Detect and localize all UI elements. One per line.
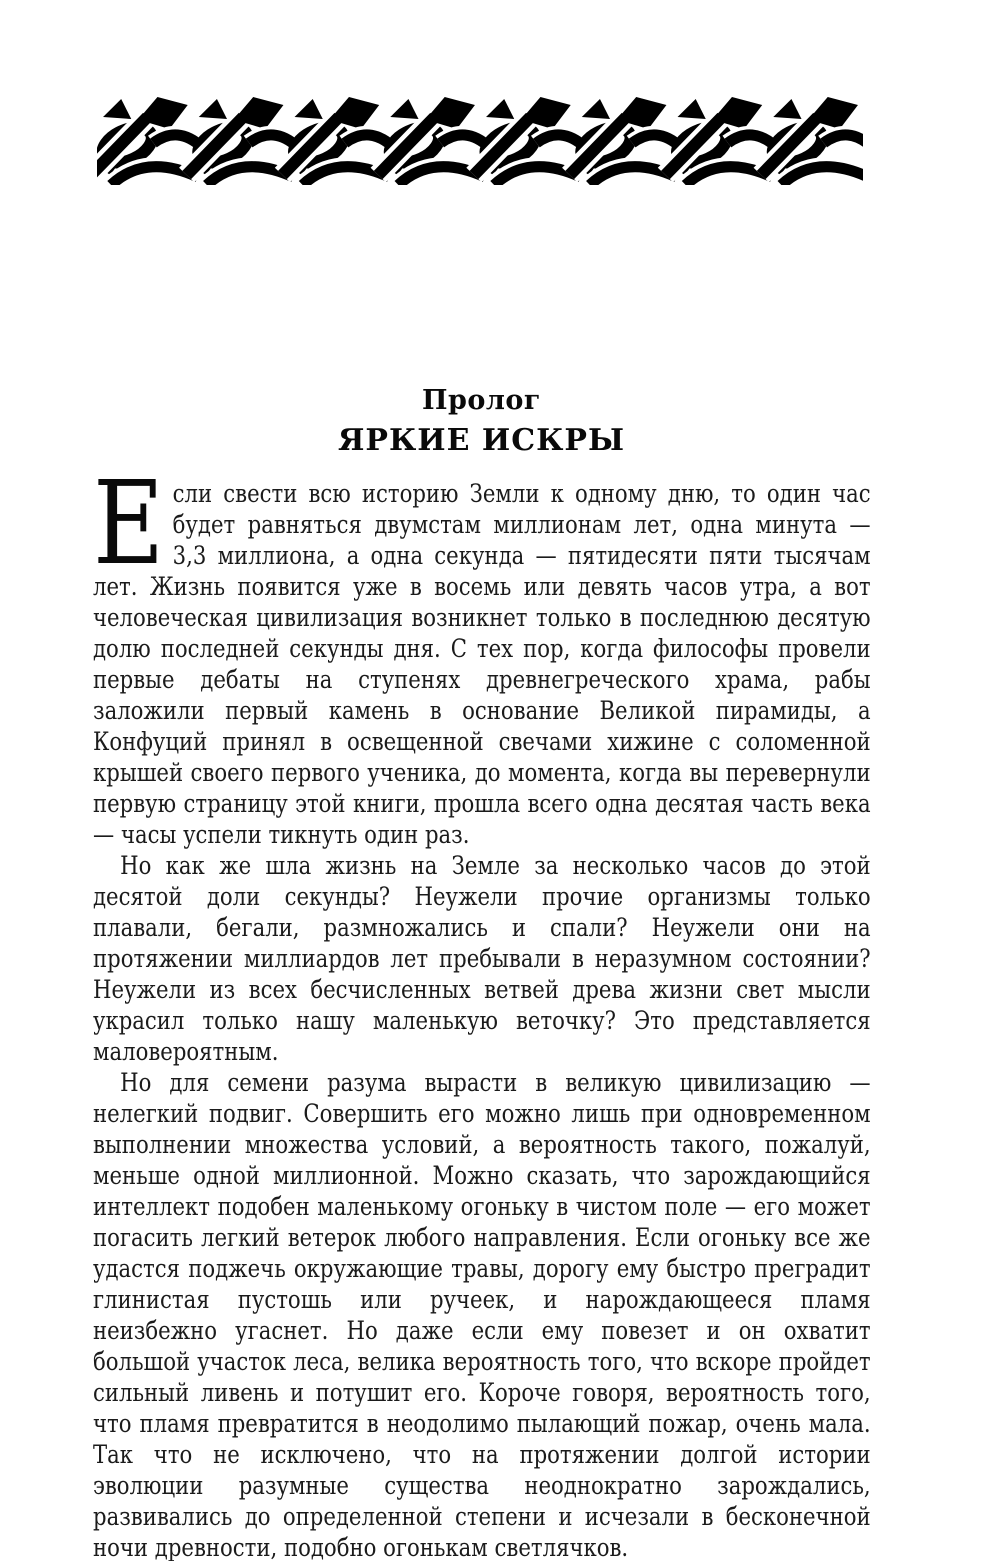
- paragraph-1: [93, 457, 871, 850]
- paragraph-2: Но как же шла жизнь на Земле за несколько часов до этой десятой доли секунды? Неужели прочие организмы только плавали, бегали, размножались и спали? Неужели они на протяжении миллиардов лет пребывали в неразумном состоянии? Неужели из всех бесчисленных ветвей древа жизни свет мысли украсил только нашу маленькую веточку? Это представляется маловероятным.: [93, 851, 871, 1066]
- celtic-knot-ornament-icon: [97, 97, 863, 185]
- drop-cap: Е: [93, 457, 165, 591]
- paragraph-3: Но для семени разума вырасти в великую цивилизацию — нелегкий подвиг. Совершить его можно лишь при одновременном выполнении множества условий, а вероятность такого, пожалуй, меньше одной миллионной. Можно сказать, что зарождающийся интеллект подобен маленькому огоньку в чистом поле — его может погасить легкий ветерок любого направления. Если огоньку все же удастся поджечь окружающие травы, дорогу ему быстро преградит глинистая пустошь или ручеек, и нарождающееся пламя неизбежно угаснет. Но даже если ему повезет и он охватит большой участок леса, велика вероятность того, что вскоре пройдет сильный ливень и потушит его. Короче говоря, вероятность того, что пламя превратится в неодолимо пылающий пожар, очень мала. Так что не исключено, что на протяжении долгой истории эволюции разумные существа неоднократно зарождались, развивались до определенной степени и исчезали в бесконечной ночи древности, подобно огонькам светлячков.: [93, 1068, 871, 1561]
- prologue-header: [93, 384, 870, 460]
- prologue-body: [93, 457, 871, 1561]
- paragraph-1-text: сли свести всю историю Земли к одному дню, то один час будет равняться двумстам миллионам лет, одна минута — 3,3 миллиона, а одна секунда — пятидесяти пяти тысячам лет. Жизнь появится уже в восемь или девять часов утра, а вот человеческая цивилизация возникнет только в последнюю десятую долю последней секунды дня. С тех пор, когда философы провели первые дебаты на ступенях древнегреческого храма, рабы заложили первый камень в основание Великой пирамиды, а Конфуций принял в освещенной свечами хижине с соломенной крышей своего первого ученика, до момента, когда вы перевернули первую страницу этой книги, прошла всего одна десятая часть века — часы успели тикнуть один раз.: [93, 479, 871, 849]
- prologue-kicker: Пролог: [422, 385, 541, 416]
- prologue-title: ЯРКИЕ ИСКРЫ: [337, 423, 626, 458]
